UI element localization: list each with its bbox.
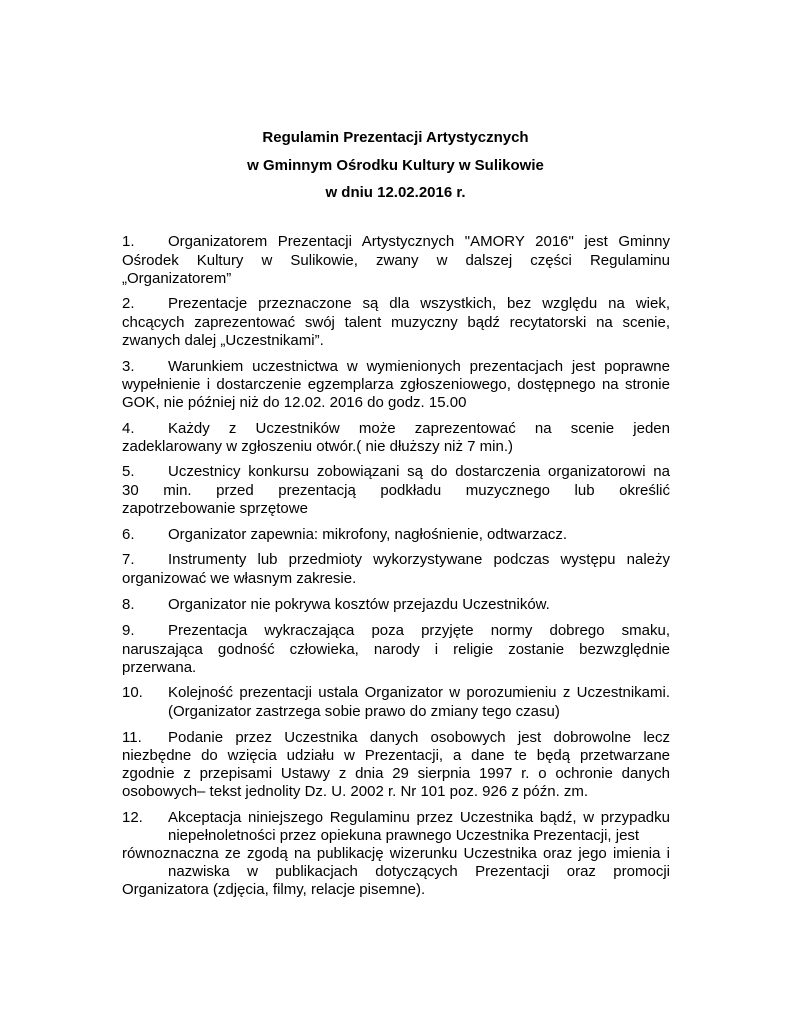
item-text-line: Warunkiem uczestnictwa w wymienionych prezentacjach jest poprawne — [168, 358, 670, 375]
item-number: 12. — [122, 809, 143, 826]
item-text-line: GOK, nie później niż do 12.02. 2016 do godz. 15.00 — [122, 394, 467, 411]
item-text-line: niezbędne do wzięcia udziału w Prezentacji, a dane te będą przetwarzane — [122, 747, 670, 764]
item-number: 9. — [122, 622, 135, 639]
item-text-line: „Organizatorem” — [122, 270, 232, 287]
item-text-line: Organizator zapewnia: mikrofony, nagłośnienie, odtwarzacz. — [168, 526, 568, 543]
item-number: 1. — [122, 233, 135, 250]
item-text-line: Organizator nie pokrywa kosztów przejazdu Uczestników. — [168, 596, 550, 613]
item-text-line: zgodnie z przepisami Ustawy z dnia 29 sierpnia 1997 r. o ochronie danych — [122, 765, 670, 782]
item-text-line: zadeklarowany w zgłoszeniu otwór.( nie dłuższy niż 7 min.) — [122, 438, 514, 455]
item-text-line: przerwana. — [122, 659, 197, 676]
item-number: 4. — [122, 420, 135, 437]
document-subtitle-location: w Gminnym Ośrodku Kultury w Sulikowie — [247, 157, 544, 174]
item-text-line: osobowych– tekst jednolity Dz. U. 2002 r. Nr 101 poz. 926 z późn. zm. — [122, 783, 589, 800]
item-number: 5. — [122, 463, 135, 480]
item-text-line: Każdy z Uczestników może zaprezentować na scenie jeden — [168, 420, 670, 437]
item-number: 7. — [122, 551, 135, 568]
item-text-line: Kolejność prezentacji ustala Organizator w porozumieniu z Uczestnikami. — [168, 684, 670, 701]
item-text-line: nazwiska w publikacjach dotyczących Prezentacji oraz promocji — [168, 863, 670, 880]
item-text-line: wypełnienie i dostarczenie egzemplarza zgłoszeniowego, dostępnego na stronie — [122, 376, 670, 393]
item-number: 6. — [122, 526, 135, 543]
item-text-line: niepełnoletności przez opiekuna prawnego Uczestnika Prezentacji, jest — [168, 827, 640, 844]
item-number: 2. — [122, 295, 135, 312]
item-text-line: Ośrodek Kultury w Sulikowie, zwany w dalszej części Regulaminu — [122, 252, 670, 269]
item-number: 11. — [122, 729, 142, 746]
item-text-line: Prezentacje przeznaczone są dla wszystkich, bez względu na wiek, — [168, 295, 670, 312]
item-number: 10. — [122, 684, 143, 701]
item-text-line: Instrumenty lub przedmioty wykorzystywane podczas występu należy — [168, 551, 670, 568]
item-text-line: zwanych dalej „Uczestnikami”. — [122, 332, 324, 349]
document-title: Regulamin Prezentacji Artystycznych — [262, 129, 529, 146]
item-text-line: Organizatorem Prezentacji Artystycznych "AMORY 2016" jest Gminny — [168, 233, 670, 250]
item-text-line: Akceptacja niniejszego Regulaminu przez Uczestnika bądź, w przypadku — [168, 809, 670, 826]
item-text-line: 30 min. przed prezentacją podkładu muzycznego lub określić — [122, 482, 670, 499]
item-number: 3. — [122, 358, 135, 375]
item-text-line: Podanie przez Uczestnika danych osobowych jest dobrowolne lecz — [168, 729, 670, 746]
item-text-line: organizować we własnym zakresie. — [122, 570, 357, 587]
item-text-line: Prezentacja wykraczająca poza przyjęte normy dobrego smaku, — [168, 622, 670, 639]
document-subtitle-date: w dniu 12.02.2016 r. — [325, 184, 466, 201]
item-text-line: naruszająca godność człowieka, narody i religie zostanie bezwzględnie — [122, 641, 670, 658]
item-text-line: Organizatora (zdjęcia, filmy, relacje pisemne). — [122, 881, 426, 898]
item-text-line: Uczestnicy konkursu zobowiązani są do dostarczenia organizatorowi na — [168, 463, 670, 480]
item-text-line: chcących zaprezentować swój talent muzyczny bądź recytatorski na scenie, — [122, 314, 670, 331]
item-text-line: równoznaczna ze zgodą na publikację wizerunku Uczestnika oraz jego imienia i — [122, 845, 670, 862]
item-number: 8. — [122, 596, 135, 613]
item-text-line: (Organizator zastrzega sobie prawo do zmiany tego czasu) — [168, 703, 560, 720]
item-text-line: zapotrzebowanie sprzętowe — [122, 500, 308, 517]
